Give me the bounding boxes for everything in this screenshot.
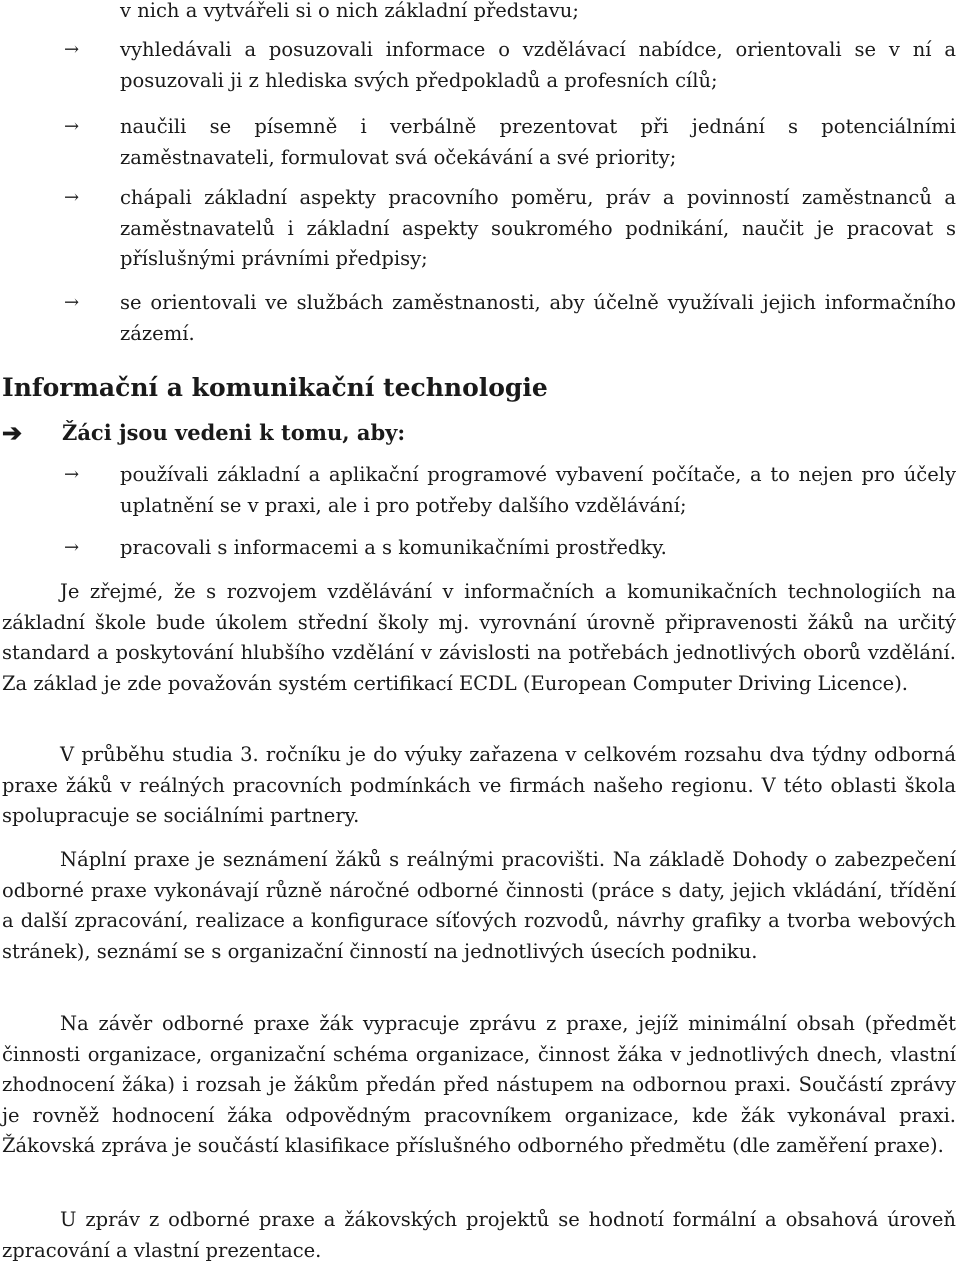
arrow-right-icon: → bbox=[64, 537, 80, 558]
list-item-text: používali základní a aplikační programové vybavení počítače, a to nejen pro účely uplatnění se v praxi, ale i pro potřeby dalšího vzdělávání; bbox=[120, 463, 956, 517]
section-heading: Informační a komunikační technologie bbox=[2, 373, 548, 402]
list-item-text: naučili se písemně i verbálně prezentovat při jednání s potenciálními zaměstnavateli, formulovat svá očekávání a své priority; bbox=[120, 115, 956, 169]
paragraph: V průběhu studia 3. ročníku je do výuky zařazena v celkovém rozsahu dva týdny odborná praxe žáků v reálných pracovních podmínkách ve firmách našeho regionu. V této oblasti škola spolupracuje se sociálními partnery. bbox=[2, 743, 956, 828]
arrow-right-icon: → bbox=[64, 116, 80, 137]
list-item-text: pracovali s informacemi a s komunikačními prostředky. bbox=[120, 536, 667, 559]
arrow-right-icon: → bbox=[64, 39, 80, 60]
paragraph: Na závěr odborné praxe žák vypracuje zprávu z praxe, jejíž minimální obsah (předmět činnosti organizace, organizační schéma organizace, činnost žáka v jednotlivých dnech, vlastní zhodnocení žáka) i rozsah je žákům předán před nástupem na odbornou praxi. Součástí zprávy je rovněž hodnocení žáka odpovědným pracovníkem organizace, kde žák vykonával praxi. Žákovská zpráva je součástí klasifikace příslušného odborného předmětu (dle zaměření praxe). bbox=[2, 1012, 956, 1158]
list-item-text: v nich a vytvářeli si o nich základní představu; bbox=[120, 0, 579, 22]
arrow-right-icon: → bbox=[64, 187, 80, 208]
arrow-right-icon: → bbox=[64, 292, 80, 313]
paragraph: U zpráv z odborné praxe a žákovských projektů se hodnotí formální a obsahová úroveň zpracování a vlastní prezentace. bbox=[2, 1208, 956, 1262]
section-lead: Žáci jsou vedeni k tomu, aby: bbox=[62, 420, 406, 445]
arrow-bold-icon: ➔ bbox=[2, 418, 23, 447]
list-item-text: chápali základní aspekty pracovního poměru, práv a povinností zaměstnanců a zaměstnavatelů i základní aspekty soukromého podnikání, naučit je pracovat s příslušnými právními předpisy; bbox=[120, 186, 956, 270]
paragraph: Náplní praxe je seznámení žáků s reálnými pracovišti. Na základě Dohody o zabezpečení odborné praxe vykonávají různě náročné odborné činnosti (práce s daty, jejich vkládání, třídění a další zpracování, realizace a konfigurace síťových rozvodů, návrhy grafiky a tvorba webových stránek), seznámí se s organizační činností na jednotlivých úsecích podniku. bbox=[2, 848, 956, 963]
list-item-text: se orientovali ve službách zaměstnanosti, aby účelně využívali jejich informačního zázemí. bbox=[120, 291, 956, 345]
paragraph: Je zřejmé, že s rozvojem vzdělávání v informačních a komunikačních technologiích na základní škole bude úkolem střední školy mj. vyrovnání úrovně připravenosti žáků na určitý standard a poskytování hlubšího vzdělání v závislosti na potřebách jednotlivých oborů vzdělání. Za základ je zde považován systém certifikací ECDL (European Computer Driving Licence). bbox=[2, 580, 956, 695]
arrow-right-icon: → bbox=[64, 464, 80, 485]
list-item-text: vyhledávali a posuzovali informace o vzdělávací nabídce, orientovali se v ní a posuzovali ji z hlediska svých předpokladů a profesních cílů; bbox=[120, 38, 956, 92]
